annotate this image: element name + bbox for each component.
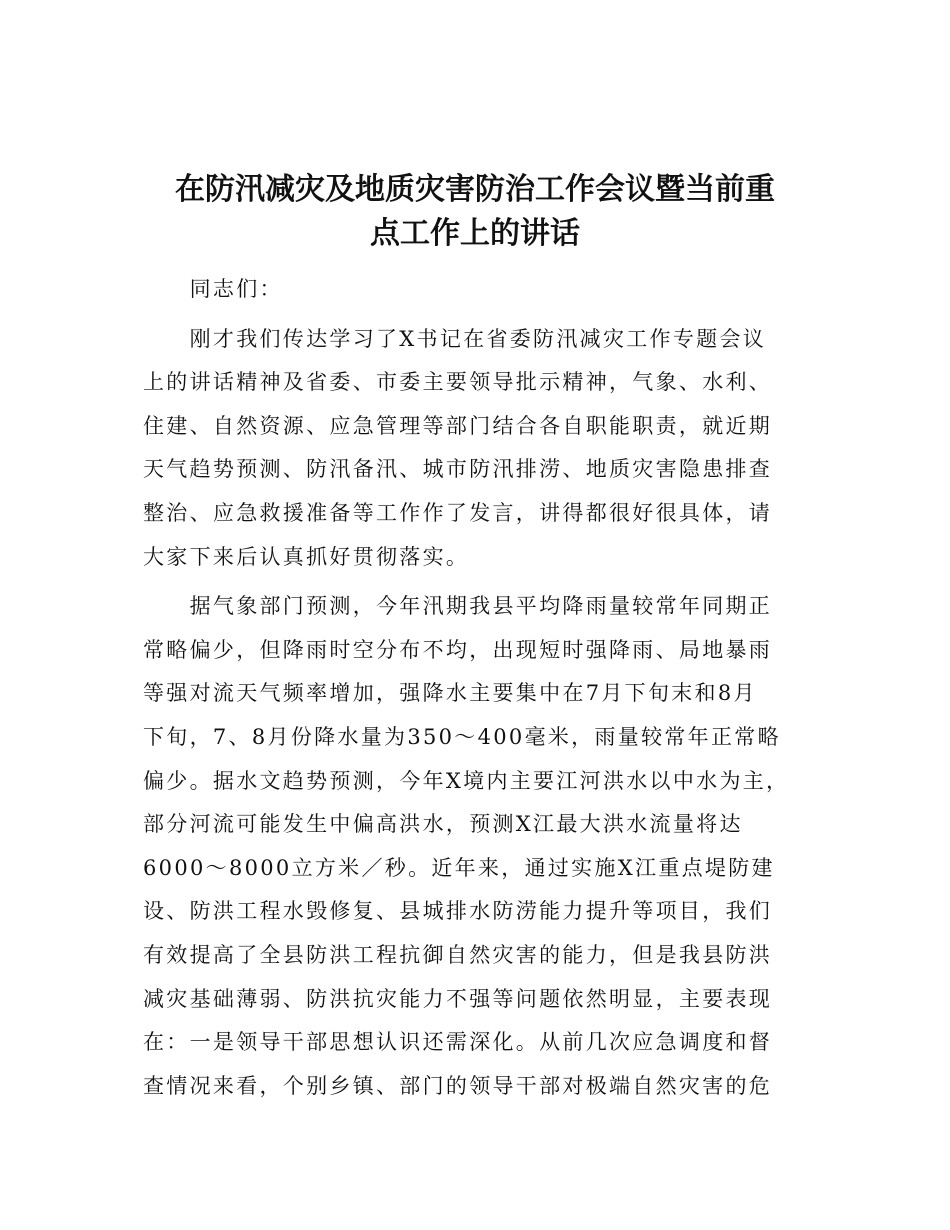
paragraph-line: 常略偏少，但降雨时空分布不均，出现短时强降雨、局地暴雨: [143, 637, 773, 662]
paragraph-line: 在：一是领导干部思想认识还需深化。从前几次应急调度和督: [143, 1030, 773, 1055]
title-line-1: 在防汛减灾及地质灾害防治工作会议暨当前重: [175, 172, 775, 207]
paragraph-line: 查情况来看，个别乡镇、部门的领导干部对极端自然灾害的危: [143, 1073, 773, 1098]
paragraph-line: 上的讲话精神及省委、市委主要领导批示精神，气象、水利、: [143, 370, 773, 395]
paragraph-line: 住建、自然资源、应急管理等部门结合各自职能职责，就近期: [143, 413, 773, 438]
paragraph-line: 刚才我们传达学习了X书记在省委防汛减灾工作专题会议: [143, 326, 767, 351]
paragraph-line: 整治、应急救援准备等工作作了发言，讲得都很好很具体，请: [143, 500, 773, 525]
paragraph-line: 6000～8000立方米／秒。近年来，通过实施X江重点堤防建: [143, 855, 775, 880]
title-line-2: 点工作上的讲话: [370, 216, 580, 251]
paragraph-line: 据气象部门预测，今年汛期我县平均降雨量较常年同期正: [143, 594, 773, 619]
paragraph-line: 偏少。据水文趋势预测，今年X境内主要江河洪水以中水为主，: [143, 768, 790, 793]
paragraph-line: 下旬，7、8月份降水量为350～400毫米，雨量较常年正常略: [143, 724, 781, 749]
paragraph-line: 天气趋势预测、防汛备汛、城市防汛排涝、地质灾害隐患排查: [143, 457, 773, 482]
paragraph-line: 有效提高了全县防洪工程抗御自然灾害的能力，但是我县防洪: [143, 942, 773, 967]
document-title: [0, 168, 950, 256]
paragraph-line: 大家下来后认真抓好贯彻落实。: [143, 544, 470, 569]
paragraph-line: 部分河流可能发生中偏高洪水，预测X江最大洪水流量将达: [143, 812, 743, 837]
document-body: [143, 268, 833, 1108]
paragraph-2: [143, 585, 833, 1108]
paragraph-line: 等强对流天气频率增加，强降水主要集中在7月下旬末和8月: [143, 681, 757, 706]
salutation: 同志们：: [143, 277, 283, 301]
paragraph-1: [143, 318, 833, 580]
paragraph-line: 减灾基础薄弱、防洪抗灾能力不强等问题依然明显，主要表现: [143, 986, 773, 1011]
paragraph-line: 设、防洪工程水毁修复、县城排水防涝能力提升等项目，我们: [143, 899, 773, 924]
